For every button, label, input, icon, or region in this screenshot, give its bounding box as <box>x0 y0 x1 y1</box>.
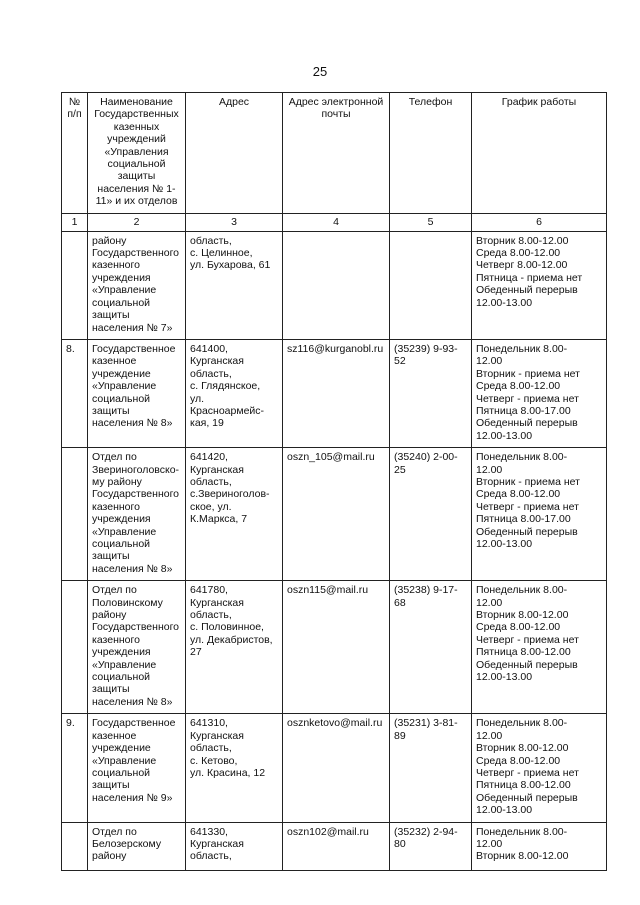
cell-line: Пятница 8.00-12.00 <box>476 779 571 792</box>
cell-line: «Управление <box>92 658 157 671</box>
cell-line: ул. Красина, 12 <box>190 766 266 779</box>
cell-line: учреждения <box>92 513 151 526</box>
cell-line: защиты <box>92 309 130 322</box>
cell-line: Обеденный перерыв <box>476 284 578 297</box>
cell-name <box>88 339 186 447</box>
cell-line: населения № 8» <box>92 562 173 575</box>
header-name: Наименование Государственных казенных учреждений «Управления социальной защиты населения № 1-11» и их отделов <box>88 93 186 214</box>
table-row <box>62 822 607 870</box>
cell-line: населения № 8» <box>92 417 173 430</box>
cell-line: 12.00 <box>476 355 503 368</box>
cell-line: Вторник - приема нет <box>476 475 580 488</box>
cell-address <box>186 339 283 447</box>
cell-text: osznketovo@mail.ru <box>287 717 383 730</box>
cell-line: казенного <box>92 500 140 513</box>
cell-line: 641780, <box>190 584 228 597</box>
cell-line: ул. <box>190 392 205 405</box>
institutions-table <box>61 92 607 871</box>
cell-line: 27 <box>190 646 202 659</box>
cell-line: ул. Бухарова, 61 <box>190 259 271 272</box>
page-number: 25 <box>312 64 328 79</box>
cell-line: область, <box>190 609 232 622</box>
cell-address <box>186 822 283 870</box>
cell-line: Государственного <box>92 488 180 501</box>
cell-name <box>88 448 186 581</box>
cell-line: кая, 19 <box>190 417 224 430</box>
cell-line: 12.00 <box>476 463 503 476</box>
cell-text: (35239) 9-93-52 <box>394 342 458 368</box>
cell-text: oszn_105@mail.ru <box>287 451 375 464</box>
cell-line: казенного <box>92 633 140 646</box>
cell-line: 641310, <box>190 717 228 730</box>
column-number: 6 <box>472 213 607 231</box>
cell-line: району <box>92 609 127 622</box>
cell-line: Среда 8.00-12.00 <box>476 754 561 767</box>
cell-line: защиты <box>92 550 130 563</box>
cell-line: «Управление <box>92 754 157 767</box>
cell-line: социальной <box>92 296 151 309</box>
header-address: Адрес <box>186 93 283 214</box>
cell-schedule <box>472 822 607 870</box>
cell-line: область, <box>190 234 232 247</box>
cell-line: с. Кетово, <box>190 754 238 767</box>
cell-line: 12.00-13.00 <box>476 429 533 442</box>
cell-email <box>283 448 390 581</box>
cell-line: социальной <box>92 671 151 684</box>
cell-line: 12.00-13.00 <box>476 804 533 817</box>
cell-line: Вторник - приема нет <box>476 367 580 380</box>
cell-line: Четверг 8.00-12.00 <box>476 259 568 272</box>
cell-text: oszn102@mail.ru <box>287 825 369 838</box>
cell-line: Звериноголовско- <box>92 463 180 476</box>
cell-line: Обеденный перерыв <box>476 658 578 671</box>
cell-line: Вторник 8.00-12.00 <box>476 742 569 755</box>
cell-text: sz116@kurganobl.ru <box>287 342 384 355</box>
cell-line: Красноармейс- <box>190 404 265 417</box>
cell-num <box>62 339 88 447</box>
cell-line: Курганская <box>190 355 244 368</box>
cell-line: Среда 8.00-12.00 <box>476 621 561 634</box>
cell-line: социальной <box>92 392 151 405</box>
column-number: 4 <box>283 213 390 231</box>
cell-line: Обеденный перерыв <box>476 417 578 430</box>
cell-line: 641400, <box>190 342 228 355</box>
cell-line: Вторник 8.00-12.00 <box>476 609 569 622</box>
cell-line: Курганская <box>190 729 244 742</box>
cell-line: Государственное <box>92 342 176 355</box>
cell-line: 641420, <box>190 451 228 464</box>
cell-line: Пятница 8.00-17.00 <box>476 513 571 526</box>
cell-line: область, <box>190 475 232 488</box>
cell-line: району <box>92 234 127 247</box>
header-row <box>62 93 607 214</box>
cell-line: Понедельник 8.00- <box>476 584 568 597</box>
column-number: 5 <box>390 213 472 231</box>
cell-num <box>62 581 88 714</box>
cell-line: населения № 9» <box>92 791 173 804</box>
cell-line: с.Звериноголов- <box>190 488 270 501</box>
cell-schedule <box>472 448 607 581</box>
cell-line: Курганская <box>190 837 244 850</box>
cell-line: району <box>92 850 127 863</box>
cell-phone <box>390 714 472 822</box>
cell-text: (35231) 3-81-89 <box>394 717 458 742</box>
cell-line: 12.00 <box>476 837 503 850</box>
cell-line: казенного <box>92 259 140 272</box>
cell-phone <box>390 448 472 581</box>
cell-line: Отдел по <box>92 825 137 838</box>
cell-line: Обеденный перерыв <box>476 525 578 538</box>
cell-text: oszn115@mail.ru <box>287 584 369 597</box>
cell-line: населения № 7» <box>92 321 173 334</box>
cell-line: учреждения <box>92 271 151 284</box>
cell-schedule <box>472 714 607 822</box>
cell-line: Четверг - приема нет <box>476 392 579 405</box>
cell-schedule <box>472 339 607 447</box>
cell-schedule <box>472 231 607 339</box>
cell-email <box>283 581 390 714</box>
header-schedule: График работы <box>472 93 607 214</box>
cell-text: (35240) 2-00-25 <box>394 451 458 476</box>
cell-line: Среда 8.00-12.00 <box>476 488 561 501</box>
cell-line: Среда 8.00-12.00 <box>476 380 561 393</box>
cell-name <box>88 581 186 714</box>
cell-line: учреждение <box>92 742 151 755</box>
cell-phone <box>390 231 472 339</box>
cell-address <box>186 448 283 581</box>
cell-line: Государственное <box>92 717 176 730</box>
cell-line: область, <box>190 367 232 380</box>
cell-line: защиты <box>92 779 130 792</box>
cell-line: Пятница - приема нет <box>476 271 583 284</box>
column-number: 3 <box>186 213 283 231</box>
cell-line: учреждения <box>92 646 151 659</box>
cell-line: «Управление <box>92 284 157 297</box>
cell-line: Понедельник 8.00- <box>476 342 568 355</box>
cell-line: Четверг - приема нет <box>476 766 579 779</box>
cell-line: 12.00 <box>476 596 503 609</box>
cell-num <box>62 714 88 822</box>
cell-line: защиты <box>92 683 130 696</box>
cell-line: Отдел по <box>92 584 137 597</box>
cell-line: 12.00-13.00 <box>476 671 533 684</box>
cell-text: 8. <box>66 342 75 355</box>
cell-name <box>88 714 186 822</box>
cell-line: Государственного <box>92 247 180 260</box>
cell-line: К.Маркса, 7 <box>190 513 248 526</box>
cell-schedule <box>472 581 607 714</box>
cell-text: 9. <box>66 717 75 730</box>
cell-phone <box>390 822 472 870</box>
cell-email <box>283 339 390 447</box>
table-row <box>62 714 607 822</box>
cell-line: Понедельник 8.00- <box>476 717 568 730</box>
cell-line: Среда 8.00-12.00 <box>476 247 561 260</box>
cell-line: с. Целинное, <box>190 247 253 260</box>
cell-line: Пятница 8.00-17.00 <box>476 404 571 417</box>
cell-line: 641330, <box>190 825 228 838</box>
table-row <box>62 448 607 581</box>
cell-line: ул. Декабристов, <box>190 633 273 646</box>
cell-line: социальной <box>92 766 151 779</box>
cell-email <box>283 231 390 339</box>
cell-address <box>186 231 283 339</box>
cell-line: Понедельник 8.00- <box>476 825 568 838</box>
cell-line: 12.00-13.00 <box>476 538 533 550</box>
cell-line: 12.00 <box>476 729 503 742</box>
cell-line: ское, ул. <box>190 500 232 513</box>
cell-line: с. Глядянское, <box>190 380 261 393</box>
cell-email <box>283 822 390 870</box>
column-number-row <box>62 213 607 231</box>
cell-line: казенное <box>92 729 137 742</box>
cell-num <box>62 231 88 339</box>
cell-line: Курганская <box>190 596 244 609</box>
column-number: 1 <box>62 213 88 231</box>
cell-line: «Управление <box>92 525 157 538</box>
cell-line: Вторник 8.00-12.00 <box>476 234 569 247</box>
cell-line: населения № 8» <box>92 695 173 708</box>
table-row <box>62 581 607 714</box>
cell-line: «Управление <box>92 380 157 393</box>
cell-line: Вторник 8.00-12.00 <box>476 850 569 863</box>
cell-name <box>88 822 186 870</box>
cell-text: (35232) 2-94-80 <box>394 825 458 850</box>
cell-name <box>88 231 186 339</box>
cell-line: 12.00-13.00 <box>476 296 533 309</box>
cell-num <box>62 448 88 581</box>
cell-line: казенное <box>92 355 137 368</box>
cell-line: социальной <box>92 538 151 550</box>
cell-line: Четверг - приема нет <box>476 500 579 513</box>
cell-phone <box>390 339 472 447</box>
cell-line: Отдел по <box>92 451 137 464</box>
cell-address <box>186 581 283 714</box>
cell-line: Курганская <box>190 463 244 476</box>
cell-line: Государственного <box>92 621 180 634</box>
cell-line: Четверг - приема нет <box>476 633 579 646</box>
table-row <box>62 231 607 339</box>
cell-text: (35238) 9-17-68 <box>394 584 458 609</box>
cell-phone <box>390 581 472 714</box>
cell-num <box>62 822 88 870</box>
column-number: 2 <box>88 213 186 231</box>
cell-line: с. Половинное, <box>190 621 264 634</box>
header-num: № п/п <box>62 93 88 214</box>
cell-line: Пятница 8.00-12.00 <box>476 646 571 659</box>
cell-line: Обеденный перерыв <box>476 791 578 804</box>
cell-line: защиты <box>92 404 130 417</box>
cell-line: область, <box>190 850 232 863</box>
table-row <box>62 339 607 447</box>
cell-line: Белозерскому <box>92 837 162 850</box>
cell-line: учреждение <box>92 367 151 380</box>
cell-line: Половинскому <box>92 596 163 609</box>
cell-line: Понедельник 8.00- <box>476 451 568 464</box>
table-body <box>62 231 607 870</box>
header-phone: Телефон <box>390 93 472 214</box>
header-email: Адрес электронной почты <box>283 93 390 214</box>
cell-line: область, <box>190 742 232 755</box>
cell-email <box>283 714 390 822</box>
cell-line: му району <box>92 475 142 488</box>
cell-address <box>186 714 283 822</box>
